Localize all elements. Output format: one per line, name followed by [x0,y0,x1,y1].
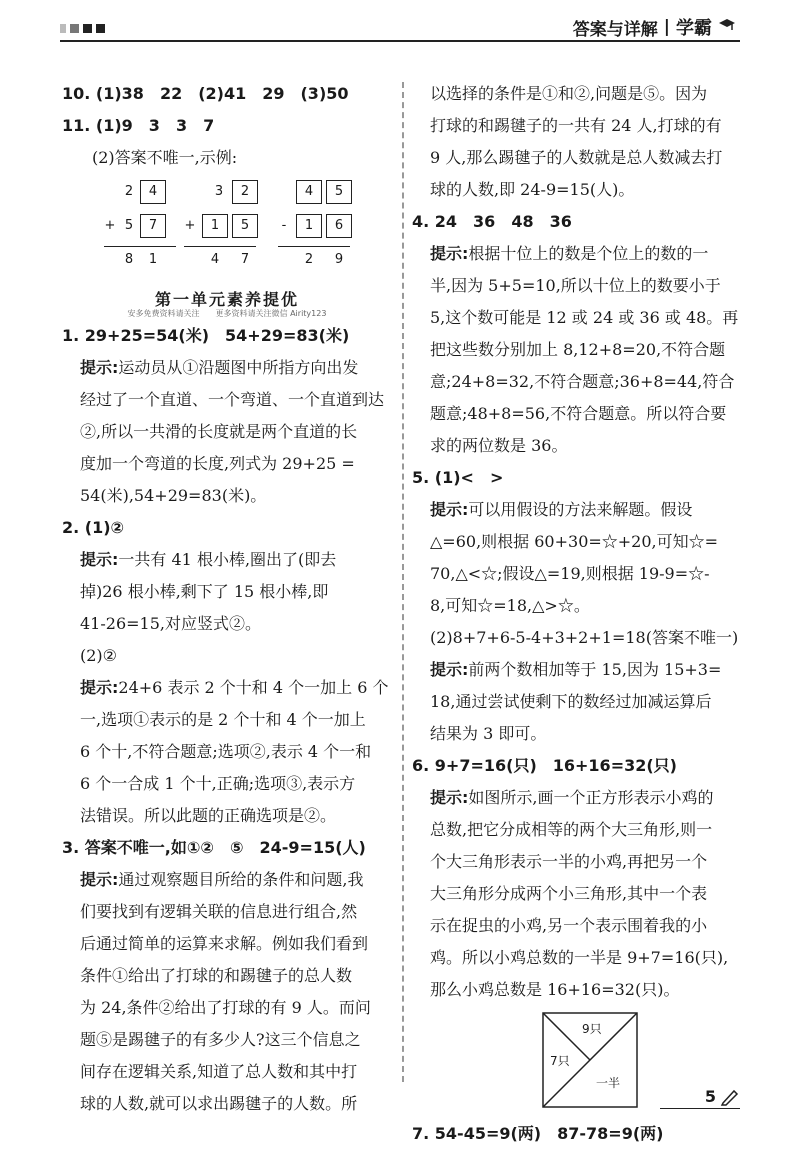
answer-2-2: (2)② [80,646,118,665]
header-separator: | [663,17,670,37]
digit: 1 [148,252,158,267]
right-column [412,78,742,1150]
sum-line [104,246,176,247]
label-half: 一半 [596,1076,621,1090]
header-decoration [60,24,105,33]
hint-line: 题⑤是踢毽子的有多少人?这三个信息之 [80,1030,361,1049]
hint-line: 提示:一共有 41 根小棒,圈出了(即去 [80,550,337,569]
hint-line: 提示:24+6 表示 2 个十和 4 个一加上 6 个 [80,678,389,697]
answer-2-1: 2. (1)② [62,518,125,537]
vertical-subtraction [278,178,350,278]
digit-box: 4 [296,180,322,204]
digit: 8 [124,252,134,267]
hint-line: 掉)26 根小棒,剩下了 15 根小棒,即 [80,582,329,601]
difference-line [278,246,350,247]
digit: 4 [210,252,220,267]
footer-rule [660,1108,740,1109]
digit-box: 1 [202,214,228,238]
operator: - [281,218,287,233]
hint-line: 提示:通过观察题目所给的条件和问题,我 [80,870,364,889]
header-title-group [573,14,736,40]
answer-1: 1. 29+25=54(米) 54+29=83(米) [62,326,350,345]
answer-5-1: 5. (1)< > [412,468,504,487]
digit-box: 4 [140,180,166,204]
hint-line: 为 24,条件②给出了打球的有 9 人。而问 [80,998,371,1017]
vertical-addition-2 [184,178,256,278]
promo-watermark: 安多免费资料请关注 更多资料请关注微信 Airity123 [127,309,327,318]
digit-box: 5 [232,214,258,238]
header-logo: 学霸 [676,18,712,39]
digit: 7 [240,252,250,267]
hint-line: 提示:可以用假设的方法来解题。假设 [430,500,693,519]
digit-box: 2 [232,180,258,204]
hint-line: 6 个十,不符合题意;选项②,表示 4 个一和 [80,742,372,761]
hint-line: 们要找到有逻辑关联的信息进行组合,然 [80,902,358,921]
sum-line [184,246,256,247]
digit-box: 7 [140,214,166,238]
hint-line: 个大三角形表示一半的小鸡,再把另一个 [430,852,708,871]
vertical-addition-1 [104,178,176,278]
hint-line: 提示:根据十位上的数是个位上的数的一 [430,244,709,263]
hint-line: 后通过简单的运算来求解。例如我们看到 [80,934,369,953]
answer-3: 3. 答案不唯一,如①② ⑤ 24-9=15(人) [62,838,366,857]
answer-6: 6. 9+7=16(只) 16+16=32(只) [412,756,677,775]
answer-10: 10. (1)38 22 (2)41 29 (3)50 [62,84,349,103]
hint-line: 意;24+8=32,不符合题意;36+8=44,符合 [430,372,735,391]
answer-11-2: (2)答案不唯一,示例: [92,148,238,167]
digit-box: 5 [326,180,352,204]
hint-line: ②,所以一共滑的长度就是两个直道的长 [80,422,358,441]
hint-line: 那么小鸡总数是 16+16=32(只)。 [430,980,680,999]
hint-line: 题意;48+8=56,不符合题意。所以符合要 [430,404,727,423]
operator: + [104,218,116,233]
chicken-square-diagram [542,1012,638,1108]
hint-line: 间存在逻辑关系,知道了总人数和其中打 [80,1062,358,1081]
hint-line: 度加一个弯道的长度,列式为 29+25 = [80,454,355,473]
digit-box: 1 [296,214,322,238]
header-title: 答案与详解 [572,19,658,40]
digit: 3 [214,184,224,199]
column-divider [402,82,404,1082]
graduation-cap-icon [718,17,736,37]
hint-line: 大三角形分成两个小三角形,其中一个表 [430,884,708,903]
hint-line: 条件①给出了打球的和踢毽子的总人数 [80,966,353,985]
hint-line: 一,选项①表示的是 2 个十和 4 个一加上 [80,710,366,729]
hint-line: 打球的和踢毽子的一共有 24 人,打球的有 [430,116,722,135]
answer-7: 7. 54-45=9(两) 87-78=9(两) [412,1124,664,1143]
digit: 2 [304,252,314,267]
hint-line: 经过了一个直道、一个弯道、一个直道到达 [80,390,385,409]
section-title: 第一单元素养提优 [154,290,299,309]
hint-line: 总数,把它分成相等的两个大三角形,则一 [430,820,713,839]
left-column [62,78,392,1120]
hint-line: 41-26=15,对应竖式②。 [80,614,261,633]
hint-line: 鸡。所以小鸡总数的一半是 9+7=16(只), [430,948,729,967]
hint-line: 70,△<☆;假设△=19,则根据 19-9=☆- [430,564,710,583]
label-7: 7只 [550,1054,570,1068]
label-9: 9只 [582,1022,602,1036]
answer-4: 4. 24 36 48 36 [412,212,572,231]
hint-line: 结果为 3 即可。 [430,724,547,743]
answer-11-1: 11. (1)9 3 3 7 [62,116,215,135]
hint-line: 半,因为 5+5=10,所以十位上的数要小于 [430,276,721,295]
digit: 5 [124,218,134,233]
hint-line: 球的人数,即 24-9=15(人)。 [430,180,635,199]
arithmetic-examples [62,178,392,288]
hint-line: 18,通过尝试使剩下的数经过加减运算后 [430,692,712,711]
hint-line: 以选择的条件是①和②,问题是⑤。因为 [430,84,708,103]
hint-line: 球的人数,就可以求出踢毽子的人数。所 [80,1094,358,1113]
hint-line: 求的两位数是 36。 [430,436,568,455]
hint-line: 法错误。所以此题的正确选项是②。 [80,806,337,825]
digit: 9 [334,252,344,267]
answer-5-2: (2)8+7+6-5-4+3+2+1=18(答案不唯一) [430,628,739,647]
hint-line: 5,这个数可能是 12 或 24 或 36 或 48。再 [430,308,739,327]
page-number: 5 [704,1087,716,1106]
digit: 2 [124,184,134,199]
hint-line: 54(米),54+29=83(米)。 [80,486,267,505]
hint-line: 9 人,那么踢毽子的人数就是总人数减去打 [430,148,723,167]
digit-box: 6 [326,214,352,238]
hint-line: 6 个一合成 1 个十,正确;选项③,表示方 [80,774,356,793]
hint-line: 提示:前两个数相加等于 15,因为 15+3= [430,660,722,679]
hint-line: 示在捉虫的小鸡,另一个表示围着我的小 [430,916,708,935]
operator: + [184,218,196,233]
hint-line: 把这些数分别加上 8,12+8=20,不符合题 [430,340,726,359]
pencil-icon [720,1088,740,1106]
hint-line: 8,可知☆=18,△>☆。 [430,596,590,615]
hint-line: △=60,则根据 60+30=☆+20,可知☆= [430,532,719,551]
hint-line: 提示:如图所示,画一个正方形表示小鸡的 [430,788,714,807]
hint-line: 提示:运动员从①沿题图中所指方向出发 [80,358,359,377]
header-rule [60,40,740,42]
